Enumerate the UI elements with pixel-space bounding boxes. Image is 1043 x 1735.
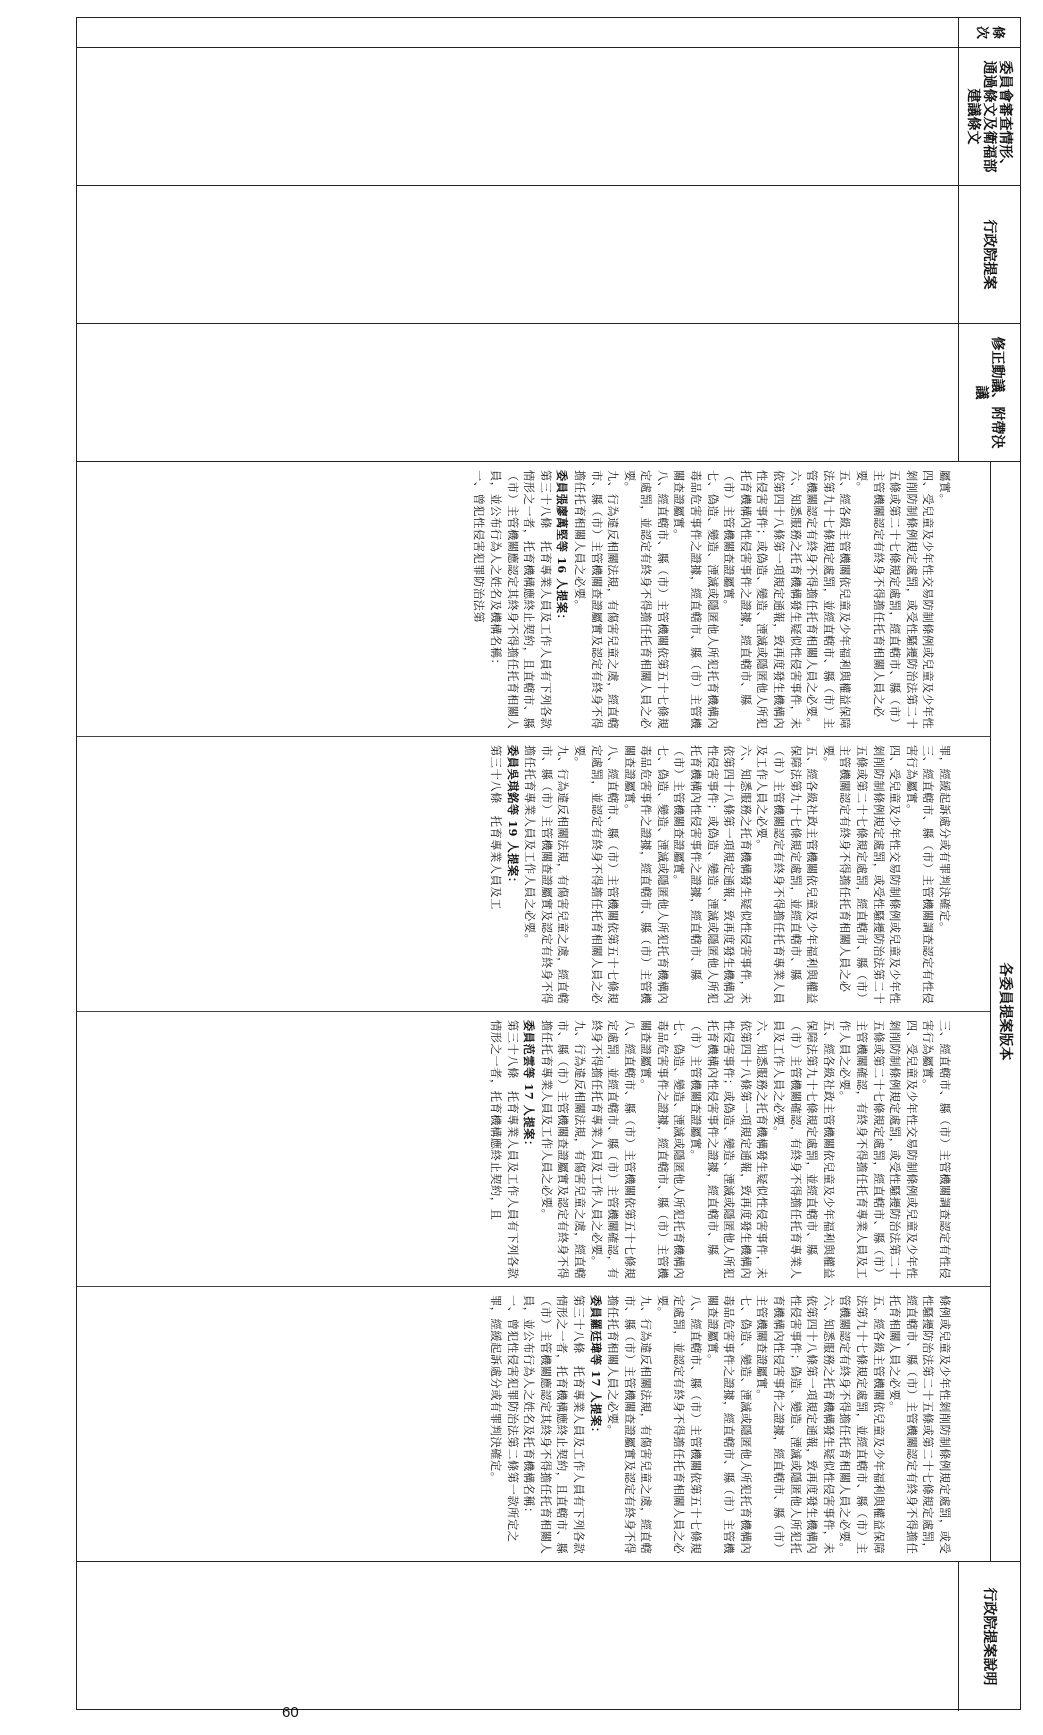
header-legislator-versions: 各委員提案版本 [990,462,1020,1561]
version-4-tail: 第三十八條 托育專業人員及工作人員有下列各款情形之一者，托育機構應終止契約，且直轄市、縣（市）主管機關應認定其終身不得擔任托育相關人員，並公布行為人之姓名及托育機構名稱： 一、曾犯性侵害犯罪防治法第二條第一款所定之罪，經緩起訴處分或有罪判決確定。 [488,1295,585,1555]
column-executive-proposal [77,186,1020,324]
version-1-title: 委員張廖萬堅等 16 人提案： [555,470,570,626]
version-4-text: 條例或兒童及少年性剝削防制條例規定處罰，或受性騷擾防治法第二十五條或第二十七條規定處罰，經直轄市、縣（市）主管機關認定有終身不得擔任托育相關人員之必要。 五、經各級主管機關依兒童及少年福利與權益保障法第九十七條規定處罰，並經直轄市、縣（市）主管機關認定有終身不得擔任托育相關人員之必要。 六、知悉服務之托育機構發生疑似性侵害事件，未依第四十八條第一項規定通報，致再度發生機構內性侵害事件；偽造、變造、湮滅或隱匿他人所犯托育機構內性侵害事件之證據，經直轄市、縣（市）主管機關查證屬實。 七、偽造、變造、湮滅或隱匿他人所犯托育機構內毒品危害事件之證據，經直轄市、縣（市）主管機關查證屬實。 八、經直轄市、縣（市）主管機關依第五十七條規定處罰，並認定有終身不得擔任托育相關人員之必要。 九、行為違反相關法規，有傷害兒童之虞，經直轄市、縣（市）主管機關查證屬實及認定有終身不得擔任托育相關人員之必要。 [606,1295,951,1555]
version-3 [77,1012,990,1287]
column-executive-explanation [77,1562,1020,1711]
column-amendment-motion [77,324,1020,462]
version-1-text: 屬實。 四、受兒童及少年性交易防制條例或兒童及少年性剝削防制條例規定處罰，或受性騷擾防治法第二十五條或第二十七條規定處罰，經直轄市、縣（市）主管機關認定有終身不得擔任托育相關人員之必要。 五、經各級主管機關依兒童及少年福利與權益保障法第九十七條規定處罰，並經直轄市、縣（市）主管機關認定有終身不得擔任托育相關人員之必要。 六、知悉服務之托育機構發生疑似性侵害事件，未依第四十八條第一項規定通報，致再度發生機構內性侵害事件；或偽造、變造、湮滅或隱匿他人所犯托育機構內性侵害事件之證據，經直轄市、縣（市）主管機關查證屬實。 七、偽造、變造、湮滅或隱匿他人所犯托育機構內毒品危害事件之證據，經直轄市、縣（市）主管機關查證屬實。 八、經直轄市、縣（市）主管機關依第五十七條規定處罰，並認定有終身不得擔任托育相關人員之必要。 九、行為違反相關法規，有傷害兒童之虞，經直轄市、縣（市）主管機關查證屬實及認定有終身不得擔任托育相關人員之必要。 [572,470,951,730]
header-committee-review: 委員會審查情形、通過條文及衛福部建議條文 [958,48,1020,185]
version-1-tail: 第三十八條 托育專業人員及工作人員有下列各款情形之一者，托育機構應終止契約，且直轄市、縣（市）主管機關應認定其終身不得擔任托育相關人員，並公布行為人之姓名及機構名稱： 一、曾犯性侵害犯罪防治法第 [472,470,552,730]
column-article [77,18,1020,48]
column-committee-review [77,48,1020,186]
header-executive-proposal: 行政院提案 [958,186,1020,323]
rotated-table [76,17,1021,1710]
version-2-tail: 第三十八條 托育專業人員及工 [488,745,502,911]
column-legislator-versions [77,462,1020,1562]
version-3-text: 三、經直轄市、縣（市）主管機關調查認定有性侵害行為屬實。 四、受兒童及少年性交易防制條例或兒童及少年性剝削防制條例規定處罰，或受性騷擾防治法第二十五條或第二十七條規定處罰，經直轄市、縣（市）主管機關確認，有終身不得擔任托育專業人員及工作人員之必要。 五、經各級社政主管機關依兒童及少年福利與權益保障法第九十七條規定處罰，並經直轄市、縣（市）主管機關確認，有終身不得擔任托育專業人員及工作人員之必要。 六、知悉服務之托育機構發生疑似性侵害事件，未依第四十八條第一項規定通報，致再度發生機構內性侵害事件；或偽造、變造、湮滅或隱匿他人所犯托育機構內性侵害事件之證據，經直轄市、縣（市）主管機關查證屬實。 七、偽造、變造、湮滅或隱匿他人所犯托育機構內毒品危害事件之證據，經直轄市、縣（市）主管機關查證屬實。 八、經直轄市、縣（市）主管機關依第五十七條規定處罰，並經直轄市、縣（市）主管機關確認，有終身不得擔任托育專業人員及工作人員之必要。 九、行為違反相關法規，有傷害兒童之虞，經直轄市、縣（市）主管機關查證屬實及認定有終身不得擔任托育專業人員及工作人員之必要。 [539,1020,951,1280]
version-2 [77,737,990,1012]
version-2-text: 罪，經緩起訴處分或有罪判決確定。 三、經直轄市、縣（市）主管機關調查認定有性侵害行為屬實。 四、受兒童及少年性交易防制條例或兒童及少年性剝削防制條例規定處罰，或受性騷擾防治法第二十五條或第二十七條規定處罰，經直轄市、縣（市）主管機關認定有終身不得擔任托育相關人員之必要。 五、經各級社政主管機關依兒童及少年福利與權益保障法第九十七條規定處罰，並經直轄市、縣（市）主管機關認定有終身不得擔任托育專業人員及工作人員之必要。 六、知悉服務之托育機構發生疑似性侵害事件，未依第四十八條第一項規定通報，致再度發生機構內性侵害事件；或偽造、變造、湮滅或隱匿他人所犯托育機構內性侵害事件之證據，經直轄市、縣（市）主管機關查證屬實。 七、偽造、變造、湮滅或隱匿他人所犯托育機構內毒品危害事件之證據，經直轄市、縣（市）主管機關查證屬實。 八、經直轄市、縣（市）主管機關依第五十七條規定處罰，並認定有終身不得擔任托育相關人員之必要。 九、行為違反相關法規，有傷害兒童之虞，經直轄市、縣（市）主管機關查證屬實及認定有終身不得擔任托育專業人員及工作人員之必要。 [523,745,951,1005]
header-article: 條次 [958,18,1020,47]
header-amendment-motion: 修正動議、附帶決議 [958,324,1020,461]
version-3-title: 委員范雲等 17 人提案： [522,1020,537,1152]
version-2-title: 委員吳琪銘等 19 人提案： [505,745,520,889]
version-4-title: 委員羅廷瑋等 17 人提案： [588,1295,603,1439]
version-1 [77,462,990,737]
version-3-tail: 第三十八條 托育專業人員及工作人員有下列各款情形之一者，托育機構應終止契約，且 [488,1020,519,1280]
page-number: 60 [282,1704,299,1721]
header-executive-explanation: 行政院提案說明 [958,1562,1020,1711]
version-4 [77,1287,990,1562]
